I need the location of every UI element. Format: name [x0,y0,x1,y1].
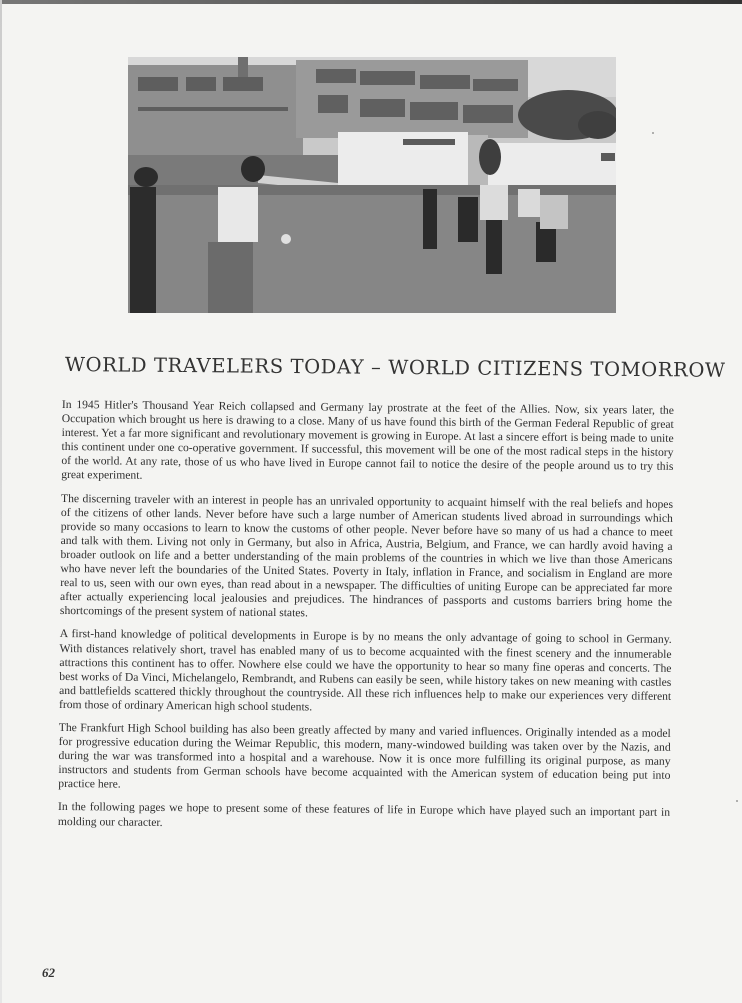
paragraph: In the following pages we hope to present some of these features of life in Europe which have played such an important part in molding our character. [57,800,671,829]
paper-speck [736,800,738,802]
article-body [58,398,674,843]
paper-speck [652,132,654,134]
paragraph: The Frankfurt High School building has also been greatly affected by many and varied influences. Originally intended as a model for progressive education during the Weimar Republic, this modern, many-windowed building was taken over by the Nazis, and during the war was transformed into a hospital and a warehouse. Now it is once more fulfilling its original purpose, as many instructors and students from German schools have become acquainted with the American system of education being put into practice here. [58,720,671,791]
paragraph: In 1945 Hitler's Thousand Year Reich collapsed and Germany lay prostrate at the feet of the Allies. Now, six years later, the Occupation which brought us here is drawing to a close. Many of us have found this birth of the German Federal Republic of great interest. Yet a far more significant and revolutionary movement is growing in Europe. At last a sincere effort is being made to unite this continent under one co-operative government. If successful, this movement will be one of the most radical steps in the history of the world. At any rate, those of us who have lived in Europe cannot fail to notice the desire of the people around us to try this great experiment. [61,398,674,483]
page-top-edge [0,0,742,4]
page-title: WORLD TRAVELERS TODAY – WORLD CITIZENS TOMORROW [64,353,726,382]
page-number: 62 [42,965,55,980]
paragraph: A first-hand knowledge of political developments in Europe is by no means the only advantage of going to school in Germany. With distances relatively short, travel has enabled many of us to become acquainted with the finest scenery and the innumerable attractions this continent has to offer. Nowhere else could we have the opportunity to hear so many fine operas and concerts. The best works of Da Vinci, Michelangelo, Rembrandt, and Rubens can easily be seen, while history takes on new meaning with castles and battlefields scattered thickly throughout the countryside. All these rich influences help to make our experiences very different from those of ordinary American high school students. [58,627,672,714]
photo-image-icon [128,57,616,313]
school-field-photo [128,57,616,313]
page-left-edge [0,0,2,1003]
paragraph: The discerning traveler with an interest in people has an unrivaled opportunity to acquaint himself with the real beliefs and hopes of the citizens of other lands. Never before have such a large number of American students lived abroad in surroundings which provide so many occasions to learn to know the customs of other people. Never before have so many of us had a chance to meet and talk with them. Living not only in Germany, but also in Africa, Austria, Belgium, and France, we can hardly avoid having a broader outlook on life and a better understanding of the main problems of the countries in which we live than those Americans who have never left the boundaries of the United States. Poverty in Italy, inflation in France, and socialism in England are more real to us, seen with our own eyes, than read about in a newspaper. The difficulties of uniting Europe can be appreciated far more after actually experiencing local jealousies and prejudices. The hindrances of passports and customs barriers bring home the shortcomings of the present system of national states. [59,491,674,620]
